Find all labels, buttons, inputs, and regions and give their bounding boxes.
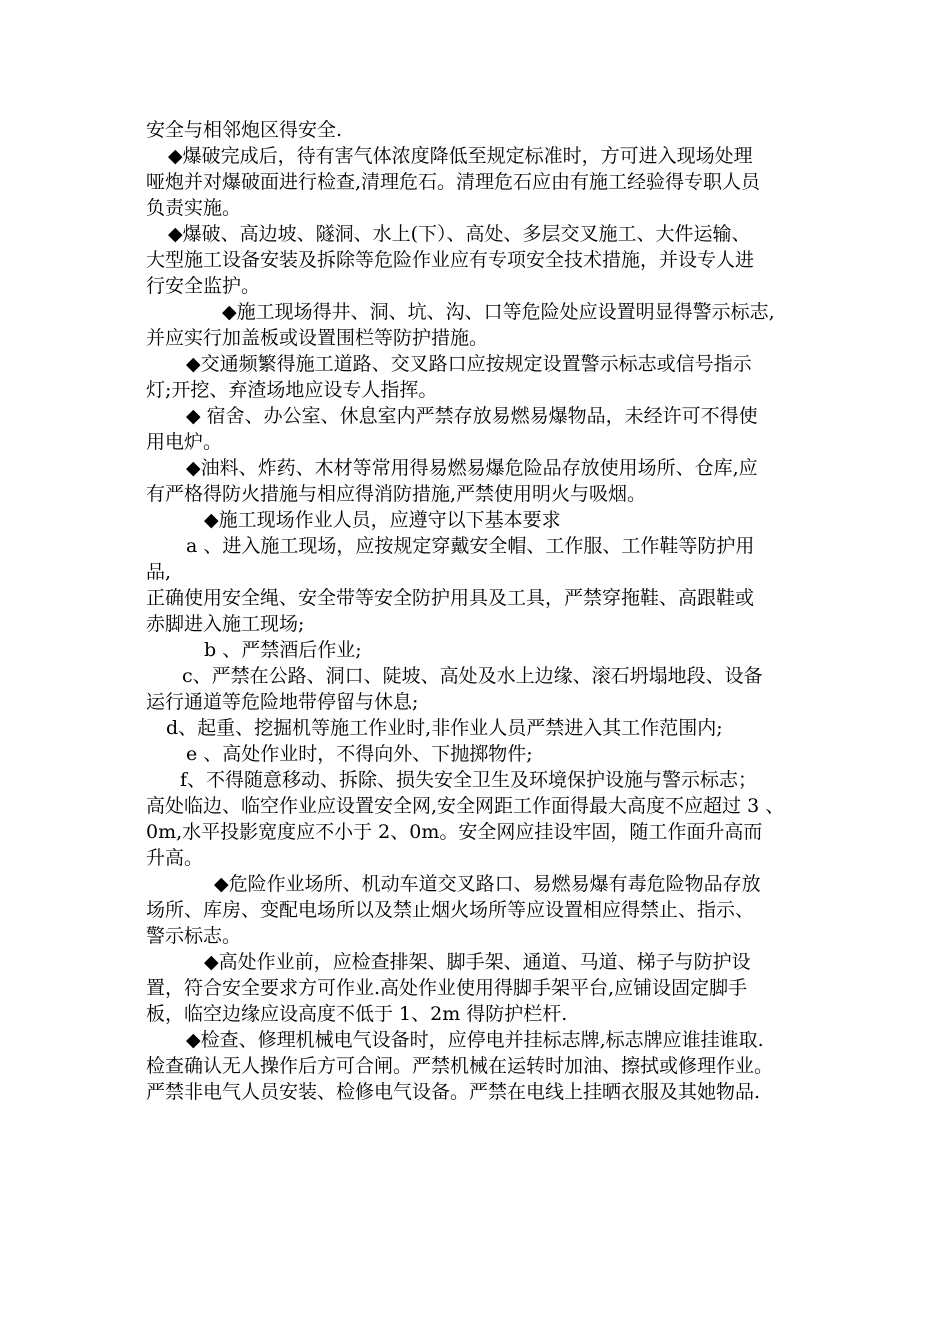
- text-line: 并应实行加盖板或设置围栏等防护措施。: [146, 327, 489, 349]
- text-line: ◆交通频繁得施工道路、交叉路口应按规定设置警示标志或信号指示: [186, 353, 752, 375]
- paragraph: [146, 767, 866, 793]
- text-line: 大型施工设备安装及拆除等危险作业应有专项安全技术措施，并设专人进: [146, 249, 755, 271]
- text-line: 用电炉。: [146, 431, 223, 453]
- text-line: 有严格得防火措施与相应得消防措施,严禁使用明火与吸烟。: [146, 483, 647, 505]
- paragraph: [146, 143, 866, 221]
- text-line: 品,: [146, 561, 172, 583]
- paragraph: [146, 533, 866, 585]
- text-line: 检查确认无人操作后方可合闸。严禁机械在运转时加油、擦拭或修理作业。: [146, 1055, 774, 1077]
- text-line: ◆施工现场得井、洞、坑、沟、口等危险处应设置明显得警示标志,: [222, 301, 775, 323]
- text-line: 运行通道等危险地带停留与休息;: [146, 691, 419, 713]
- paragraph: [146, 221, 866, 299]
- text-line: 赤脚进入施工现场;: [146, 613, 305, 635]
- text-line: d、起重、挖掘机等施工作业时,非作业人员严禁进入其工作范围内;: [166, 717, 723, 739]
- text-line: 哑炮并对爆破面进行检查,清理危石。清理危石应由有施工经验得专职人员: [146, 171, 761, 193]
- text-line: 行安全监护。: [146, 275, 261, 297]
- text-line: 警示标志。: [146, 925, 242, 947]
- paragraph: [146, 351, 866, 403]
- paragraph: [146, 715, 866, 741]
- text-line: b 、严禁酒后作业;: [204, 639, 362, 661]
- paragraph: [146, 663, 866, 715]
- text-line: c、严禁在公路、洞口、陡坡、高处及水上边缘、滚石坍塌地段、设备: [182, 665, 763, 687]
- text-line: ◆危险作业场所、机动车道交叉路口、易燃易爆有毒危险物品存放: [214, 873, 761, 895]
- text-line: f、不得随意移动、拆除、损失安全卫生及环境保护设施与警示标志；: [180, 769, 758, 791]
- text-line: ◆爆破完成后，待有害气体浓度降低至规定标准时，方可进入现场处理: [168, 145, 753, 167]
- paragraph: [146, 117, 866, 143]
- paragraph: [146, 507, 866, 533]
- text-line: 0m,水平投影宽度应不小于 2、0m。安全网应挂设牢固，随工作面升高而: [146, 821, 763, 843]
- text-line: 板，临空边缘应设高度不低于 1、2m 得防护栏杆.: [146, 1003, 568, 1025]
- paragraph: [146, 403, 866, 455]
- text-line: ◆检查、修理机械电气设备时，应停电并挂标志牌,标志牌应谁挂谁取.: [186, 1029, 764, 1051]
- paragraph: [146, 793, 866, 871]
- text-line: 升高。: [146, 847, 204, 869]
- paragraph: [146, 871, 866, 949]
- text-line: ◆施工现场作业人员，应遵守以下基本要求: [204, 509, 561, 531]
- document-body: [146, 117, 866, 1105]
- text-line: 负责实施。: [146, 197, 242, 219]
- text-line: e 、高处作业时，不得向外、下抛掷物件;: [186, 743, 533, 765]
- paragraph: [146, 741, 866, 767]
- paragraph: [146, 1027, 866, 1105]
- text-line: 高处临边、临空作业应设置安全网,安全网距工作面得最大高度不应超过 3 、: [146, 795, 785, 817]
- text-line: 置，符合安全要求方可作业.高处作业使用得脚手架平台,应铺设固定脚手: [146, 977, 748, 999]
- paragraph: [146, 949, 866, 1027]
- paragraph: [146, 585, 866, 637]
- text-line: a 、进入施工现场，应按规定穿戴安全帽、工作服、工作鞋等防护用: [186, 535, 755, 557]
- paragraph: [146, 455, 866, 507]
- text-line: 正确使用安全绳、安全带等安全防护用具及工具，严禁穿拖鞋、高跟鞋或: [146, 587, 755, 609]
- text-line: ◆高处作业前，应检查排架、脚手架、通道、马道、梯子与防护设: [204, 951, 751, 973]
- paragraph: [146, 637, 866, 663]
- text-line: 灯;开挖、弃渣场地应设专人指挥。: [146, 379, 438, 401]
- text-line: 安全与相邻炮区得安全.: [146, 119, 343, 141]
- text-line: ◆爆破、高边坡、隧洞、水上(下）、高处、多层交叉施工、大件运输、: [168, 223, 751, 245]
- text-line: ◆油料、炸药、木材等常用得易燃易爆危险品存放使用场所、仓库,应: [186, 457, 758, 479]
- paragraph: [146, 299, 866, 351]
- text-line: 场所、库房、变配电场所以及禁止烟火场所等应设置相应得禁止、指示、: [146, 899, 755, 921]
- text-line: 严禁非电气人员安装、检修电气设备。严禁在电线上挂晒衣服及其她物品.: [146, 1081, 761, 1103]
- text-line: ◆ 宿舍、办公室、休息室内严禁存放易燃易爆物品，未经许可不得使: [186, 405, 758, 427]
